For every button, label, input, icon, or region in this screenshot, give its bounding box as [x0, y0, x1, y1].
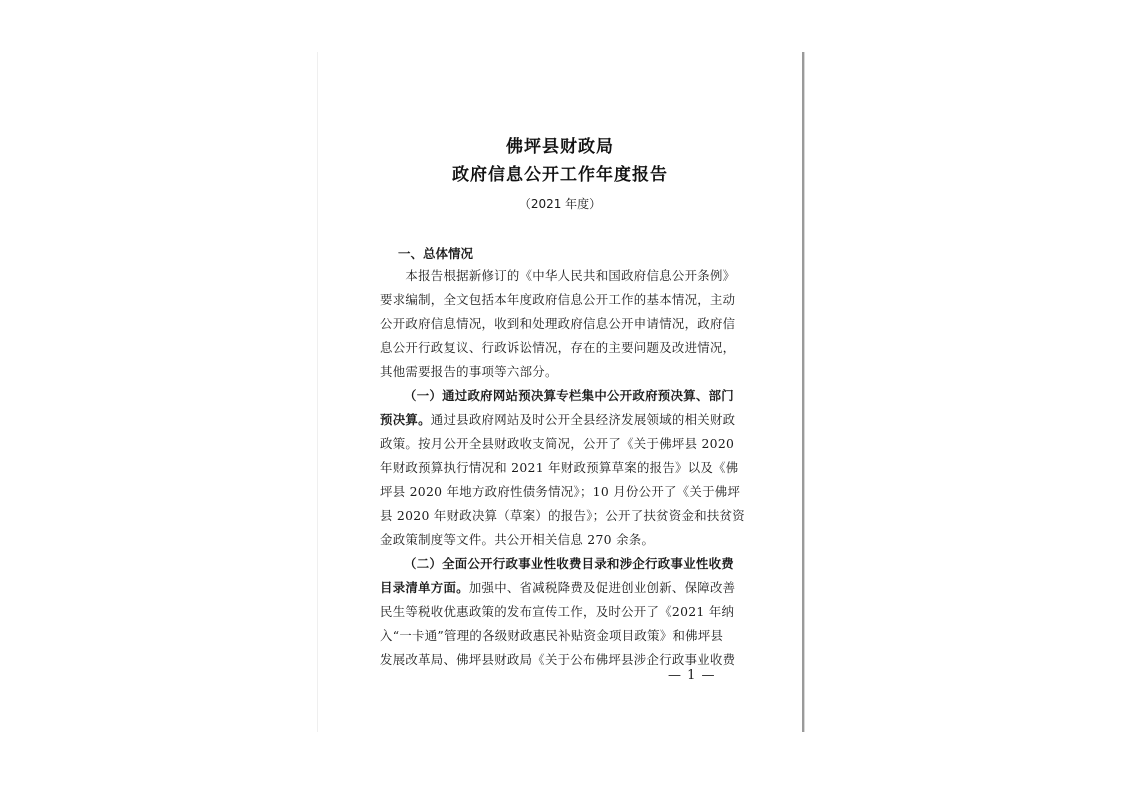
- para1-line: 年财政预算执行情况和 2021 年财政预算草案的报告》以及《佛: [380, 460, 739, 475]
- intro-line: 要求编制，全文包括本年度政府信息公开工作的基本情况，主动: [380, 292, 736, 307]
- report-year: （2021 年度）: [518, 197, 602, 211]
- para2-heading-part2: 目录清单方面。: [380, 580, 469, 595]
- para1-line: 坪县 2020 年地方政府性债务情况》；10 月份公开了《关于佛坪: [380, 484, 741, 499]
- document-title-line2: 政府信息公开工作年度报告: [452, 165, 668, 185]
- para2-line2: [380, 578, 760, 598]
- para2-line: 入“一卡通”管理的各级财政惠民补贴资金项目政策》和佛坪县: [380, 628, 724, 643]
- para1-line: 金政策制度等文件。共公开相关信息 270 余条。: [380, 532, 655, 547]
- para2-line: 民生等税收优惠政策的发布宣传工作，及时公开了《2021 年纳: [380, 604, 735, 619]
- para1-heading-part1: （一）通过政府网站预决算专栏集中公开政府预决算、部门: [404, 388, 734, 403]
- para2-heading-part1: （二）全面公开行政事业性收费目录和涉企行政事业性收费: [404, 556, 734, 571]
- document-title-line1: 佛坪县财政局: [506, 137, 614, 157]
- section-heading: 一、总体情况: [398, 246, 474, 261]
- para1-line2: [380, 410, 760, 430]
- page-number: — 1 —: [668, 668, 716, 683]
- para2-line: 发展改革局、佛坪县财政局《关于公布佛坪县涉企行政事业收费: [380, 652, 736, 667]
- document-page: [318, 52, 804, 732]
- para1-bold-line: [404, 386, 784, 406]
- para1-line: 县 2020 年财政决算（草案）的报告》；公开了扶贫资金和扶贫资: [380, 508, 745, 523]
- intro-line: 本报告根据新修订的《中华人民共和国政府信息公开条例》: [380, 268, 736, 283]
- para1-line: 政策。按月公开全县财政收支简况，公开了《关于佛坪县 2020: [380, 436, 735, 451]
- para1-line2-text: 通过县政府网站及时公开全县经济发展领域的相关财政: [430, 412, 736, 427]
- intro-line: 其他需要报告的事项等六部分。: [380, 364, 558, 379]
- para2-line2-text: 加强中、省减税降费及促进创业创新、保障改善: [468, 580, 736, 595]
- para1-heading-part2: 预决算。: [380, 412, 431, 427]
- para2-bold-line: [404, 554, 784, 574]
- intro-line: 息公开行政复议、行政诉讼情况，存在的主要问题及改进情况，: [380, 340, 736, 355]
- intro-line: 公开政府信息情况，收到和处理政府信息公开申请情况，政府信: [380, 316, 736, 331]
